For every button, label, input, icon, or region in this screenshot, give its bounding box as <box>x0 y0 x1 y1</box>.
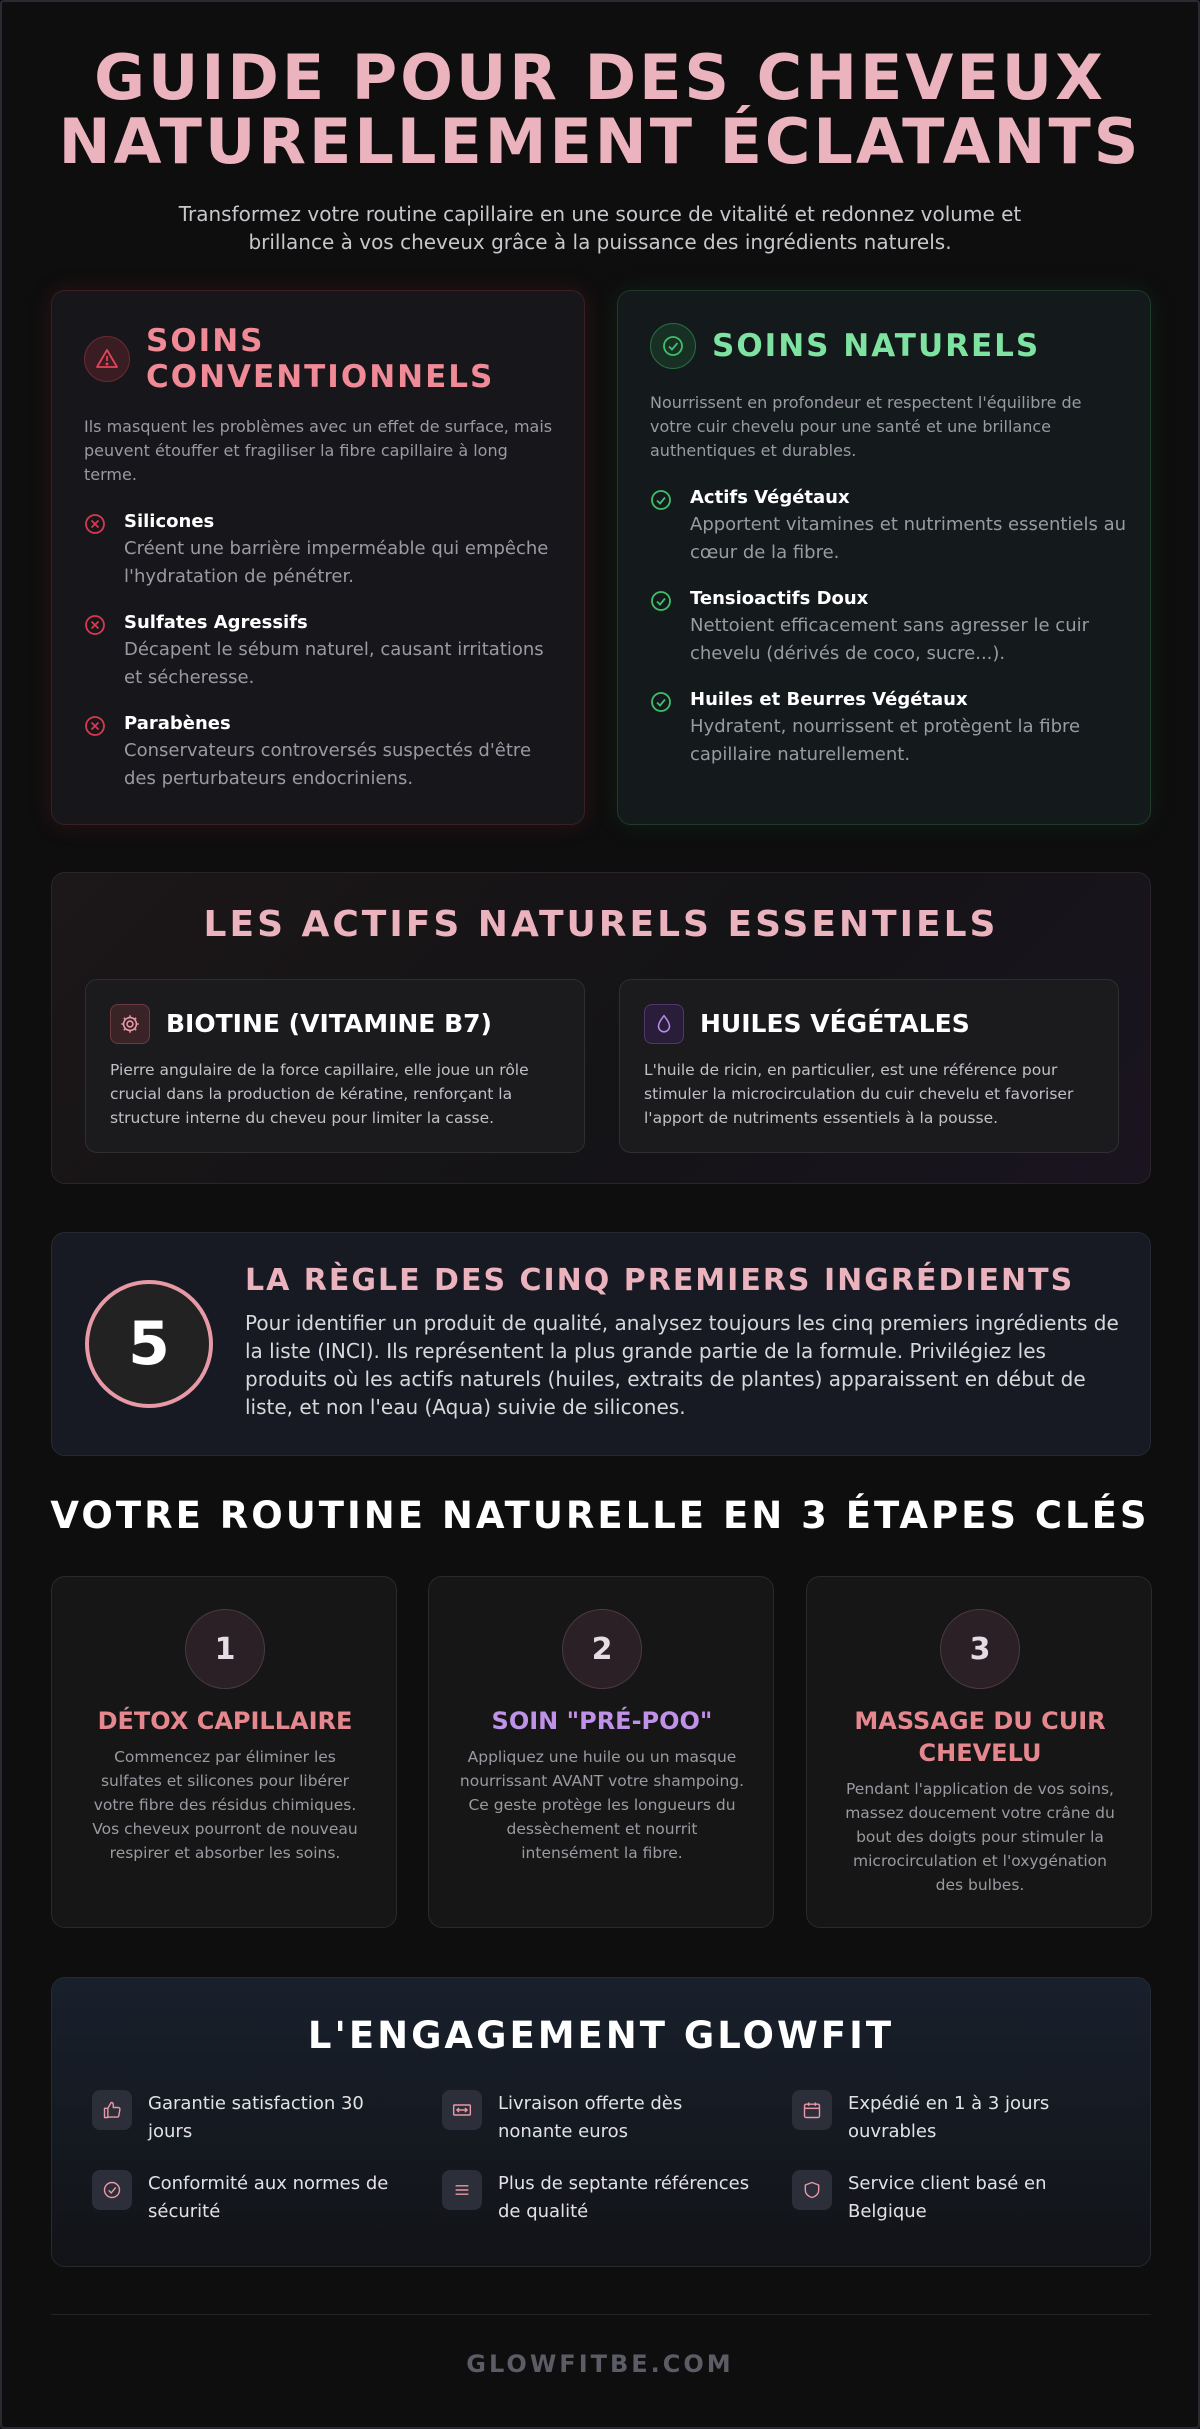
list-item <box>84 509 564 591</box>
natural-care-intro: Nourrissent en profondeur et respectent l'équilibre de votre cuir chevelu pour une santé et une brillance authentiques et durables. <box>650 393 1082 460</box>
thumbs-up-icon <box>92 2090 132 2130</box>
routine-step-2 <box>428 1576 774 1928</box>
hero <box>2 41 1198 256</box>
conventional-care-intro: Ils masquent les problèmes avec un effet de surface, mais peuvent étouffer et fragiliser la fibre capillaire à long terme. <box>84 417 553 484</box>
engagement-item <box>92 2170 412 2226</box>
rule-title: LA RÈGLE DES CINQ PREMIERS INGRÉDIENTS <box>245 1263 1075 1298</box>
engagement-text: Garantie satisfaction 30 jours <box>148 2093 364 2142</box>
step-number: 1 <box>185 1609 265 1689</box>
conventional-care-card <box>51 290 585 825</box>
conventional-care-title: SOINS CONVENTIONNELS <box>146 323 495 395</box>
engagement-text: Plus de septante références de qualité <box>498 2173 750 2222</box>
item-title: Sulfates Agressifs <box>124 612 308 633</box>
item-desc: Décapent le sébum naturel, causant irritations et sécheresse. <box>124 639 544 688</box>
list-item <box>650 586 1130 668</box>
five-ingredients-rule <box>51 1232 1151 1456</box>
item-title: Silicones <box>124 511 215 532</box>
actif-desc: L'huile de ricin, en particulier, est une référence pour stimuler la microcirculation du cuir chevelu et favoriser l'apport de nutriments essentiels à la pousse. <box>644 1061 1074 1127</box>
step-number: 3 <box>940 1609 1020 1689</box>
engagement-text: Expédié en 1 à 3 jours ouvrables <box>848 2093 1050 2142</box>
list-item <box>650 687 1130 769</box>
engagement-text: Conformité aux normes de sécurité <box>148 2173 389 2222</box>
gear-icon <box>110 1004 150 1044</box>
warning-triangle-icon <box>84 336 130 382</box>
rule-number-badge: 5 <box>85 1280 213 1408</box>
page-subtitle: Transformez votre routine capillaire en une source de vitalité et redonnez volume et brillance à vos cheveux grâce à la puissance des ingrédients naturels. <box>178 202 1022 254</box>
item-title: Actifs Végétaux <box>690 487 850 508</box>
check-circle-icon <box>650 489 672 511</box>
engagement-text: Service client basé en Belgique <box>848 2173 1047 2222</box>
actif-card-huiles <box>619 979 1119 1153</box>
actif-title: HUILES VÉGÉTALES <box>700 1009 970 1038</box>
actif-header <box>644 1004 970 1044</box>
engagement-item <box>792 2170 1112 2226</box>
shipping-icon <box>442 2090 482 2130</box>
natural-care-list <box>650 485 1130 788</box>
actif-desc: Pierre angulaire de la force capillaire, elle joue un rôle crucial dans la production de kératine, renforçant la structure interne du cheveu pour limiter la casse. <box>110 1061 529 1127</box>
item-desc: Apportent vitamines et nutriments essentiels au cœur de la fibre. <box>690 514 1127 563</box>
item-desc: Nettoient efficacement sans agresser le cuir chevelu (dérivés de coco, sucre...). <box>690 615 1090 664</box>
conventional-care-list <box>84 509 564 812</box>
x-circle-icon <box>84 614 106 636</box>
step-title: DÉTOX CAPILLAIRE <box>97 1707 353 1735</box>
title-line-1: GUIDE POUR DES CHEVEUX <box>94 41 1106 114</box>
engagement-section <box>51 1977 1151 2267</box>
item-title: Huiles et Beurres Végétaux <box>690 689 968 710</box>
list-item <box>650 485 1130 567</box>
item-title: Parabènes <box>124 713 231 734</box>
item-title: Tensioactifs Doux <box>690 588 869 609</box>
routine-step-3 <box>806 1576 1152 1928</box>
actif-card-biotine <box>85 979 585 1153</box>
item-desc: Créent une barrière imperméable qui empêche l'hydratation de pénétrer. <box>124 538 549 587</box>
check-circle-icon <box>650 590 672 612</box>
list-item <box>84 711 564 793</box>
step-number: 2 <box>562 1609 642 1689</box>
check-circle-icon <box>650 691 672 713</box>
footer-divider <box>51 2314 1151 2315</box>
x-circle-icon <box>84 513 106 535</box>
natural-care-title: SOINS NATURELS <box>712 328 1041 364</box>
step-desc: Pendant l'application de vos soins, massez doucement votre crâne du bout des doigts pour stimuler la microcirculation et l'oxygénation des bulbes. <box>845 1780 1115 1894</box>
rule-text: Pour identifier un produit de qualité, analysez toujours les cinq premiers ingrédients de la liste (INCI). Ils représentent la plus grande partie de la formule. Privilégiez les produits où les actifs naturels (huiles, extraits de plantes) apparaissent en début de liste, et non l'eau (Aqua) suivie de silicones. <box>245 1311 1119 1419</box>
title-line-2: NATURELLEMENT ÉCLATANTS <box>58 105 1142 178</box>
engagement-title: L'ENGAGEMENT GLOWFIT <box>307 2014 895 2057</box>
step-title: SOIN "PRÉ-POO" <box>491 1707 713 1735</box>
engagement-item <box>792 2090 1112 2146</box>
step-desc: Commencez par éliminer les sulfates et silicones pour libérer votre fibre des résidus chimiques. Vos cheveux pourront de nouveau respirer et absorber les soins. <box>92 1748 358 1862</box>
actif-header <box>110 1004 492 1044</box>
engagement-item <box>92 2090 412 2146</box>
footer-brand[interactable]: GLOWFITBE.COM <box>466 2350 734 2378</box>
routine-step-1 <box>51 1576 397 1928</box>
item-desc: Hydratent, nourrissent et protègent la fibre capillaire naturellement. <box>690 716 1081 765</box>
natural-actives-title: LES ACTIFS NATURELS ESSENTIELS <box>203 904 999 945</box>
engagement-item <box>442 2090 762 2146</box>
engagement-item <box>442 2170 762 2226</box>
natural-care-header <box>650 323 1040 369</box>
check-circle-icon <box>650 323 696 369</box>
step-desc: Appliquez une huile ou un masque nourrissant AVANT votre shampoing. Ce geste protège les longueurs du dessèchement et nourrit intensément la fibre. <box>459 1748 745 1862</box>
actif-title: BIOTINE (VITAMINE B7) <box>166 1009 492 1038</box>
routine-title: VOTRE ROUTINE NATURELLE EN 3 ÉTAPES CLÉS <box>50 1494 1150 1537</box>
calendar-icon <box>792 2090 832 2130</box>
step-title: MASSAGE DU CUIR CHEVELU <box>854 1707 1106 1767</box>
x-circle-icon <box>84 715 106 737</box>
conventional-care-header <box>84 323 506 395</box>
page-title <box>2 41 1198 178</box>
engagement-text: Livraison offerte dès nonante euros <box>498 2093 683 2142</box>
check-circle-icon <box>92 2170 132 2210</box>
natural-actives-section <box>51 872 1151 1184</box>
list-item <box>84 610 564 692</box>
item-desc: Conservateurs controversés suspectés d'être des perturbateurs endocriniens. <box>124 740 532 789</box>
drop-icon <box>644 1004 684 1044</box>
shield-icon <box>792 2170 832 2210</box>
list-icon <box>442 2170 482 2210</box>
natural-care-card <box>617 290 1151 825</box>
